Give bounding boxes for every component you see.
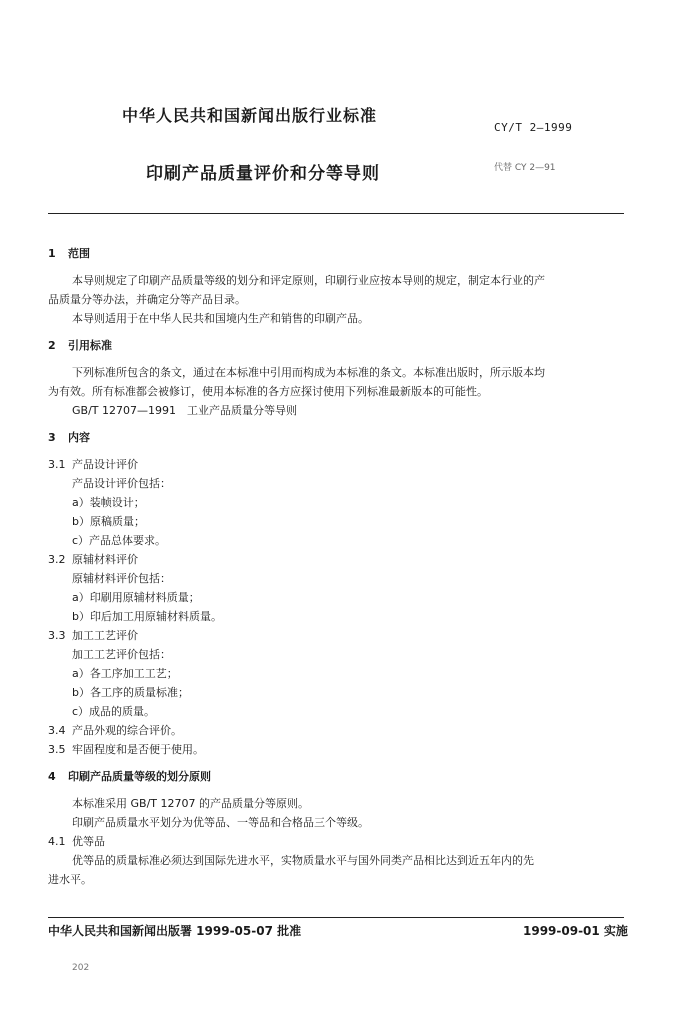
footer-divider	[48, 917, 624, 918]
standard-code: CY/T 2—1999	[494, 121, 573, 134]
paragraph-line: 进水平。	[48, 873, 92, 886]
list-item: b）印后加工用原辅材料质量。	[72, 610, 222, 623]
subsection-title: 原辅材料评价	[72, 553, 138, 566]
subsection-title: 产品外观的综合评价。	[72, 724, 182, 737]
implementation-date: 1999-09-01 实施	[523, 924, 628, 938]
paragraph-line: 下列标准所包含的条文，通过在本标准中引用而构成为本标准的条文。本标准出版时，所示版本均	[72, 366, 545, 379]
subsection-number: 4.1	[48, 835, 66, 848]
section-heading-4	[48, 767, 628, 786]
paragraph-line: 本导则规定了印刷产品质量等级的划分和评定原则，印刷行业应按本导则的规定，制定本行业的产	[72, 274, 545, 287]
subsection-heading-3-5	[48, 740, 628, 759]
issuing-body-title: 中华人民共和国新闻出版行业标准	[122, 106, 378, 125]
paragraph-line: 产品设计评价包括：	[72, 477, 171, 490]
section-number: 4	[48, 770, 56, 783]
list-item: b）原稿质量；	[72, 515, 145, 528]
list-item: b）各工序的质量标准；	[72, 686, 189, 699]
approval-note: 中华人民共和国新闻出版署 1999-05-07 批准	[48, 924, 302, 938]
paragraph-line: 加工工艺评价包括：	[72, 648, 171, 661]
subsection-number: 3.3	[48, 629, 66, 642]
section-number: 2	[48, 339, 56, 352]
paragraph-line: 为有效。所有标准都会被修订，使用本标准的各方应探讨使用下列标准最新版本的可能性。	[48, 385, 488, 398]
document-title: 印刷产品质量评价和分等导则	[146, 164, 380, 184]
subsection-heading-3-2	[48, 550, 628, 569]
subsection-heading-3-1	[48, 455, 628, 474]
paragraph-line: 品质量分等办法，并确定分等产品目录。	[48, 293, 246, 306]
subsection-heading-4-1	[48, 832, 628, 851]
document-body	[48, 236, 628, 889]
subsection-title: 优等品	[72, 835, 105, 848]
section-heading-1	[48, 244, 628, 263]
reference-standard: GB/T 12707—1991 工业产品质量分等导则	[72, 404, 297, 417]
paragraph-line: 原辅材料评价包括：	[72, 572, 171, 585]
list-item: a）装帧设计；	[72, 496, 145, 509]
section-number: 1	[48, 247, 56, 260]
list-item: c）产品总体要求。	[72, 534, 167, 547]
list-item: a）各工序加工工艺；	[72, 667, 178, 680]
list-item: a）印刷用原辅材料质量；	[72, 591, 200, 604]
section-number: 3	[48, 431, 56, 444]
paragraph-line: 印刷产品质量水平划分为优等品、一等品和合格品三个等级。	[72, 816, 369, 829]
page-number: 202	[72, 963, 90, 973]
section-heading-3	[48, 428, 628, 447]
subsection-number: 3.5	[48, 743, 66, 756]
paragraph-line: 优等品的质量标准必须达到国际先进水平，实物质量水平与国外同类产品相比达到近五年内的先	[72, 854, 534, 867]
paragraph-line: 本标准采用 GB/T 12707 的产品质量分等原则。	[72, 797, 309, 810]
replaces-note: 代替 CY 2—91	[494, 163, 556, 173]
subsection-number: 3.2	[48, 553, 66, 566]
paragraph-line: 本导则适用于在中华人民共和国境内生产和销售的印刷产品。	[72, 312, 369, 325]
section-title: 印刷产品质量等级的划分原则	[68, 770, 211, 783]
subsection-title: 加工工艺评价	[72, 629, 138, 642]
list-item: c）成品的质量。	[72, 705, 156, 718]
subsection-title: 牢固程度和是否便于使用。	[72, 743, 204, 756]
subsection-number: 3.1	[48, 458, 66, 471]
section-title: 内容	[68, 431, 90, 444]
header-divider	[48, 213, 624, 214]
subsection-number: 3.4	[48, 724, 66, 737]
subsection-heading-3-4	[48, 721, 628, 740]
section-title: 范围	[68, 247, 90, 260]
subsection-heading-3-3	[48, 626, 628, 645]
section-heading-2	[48, 336, 628, 355]
subsection-title: 产品设计评价	[72, 458, 138, 471]
section-title: 引用标准	[68, 339, 112, 352]
